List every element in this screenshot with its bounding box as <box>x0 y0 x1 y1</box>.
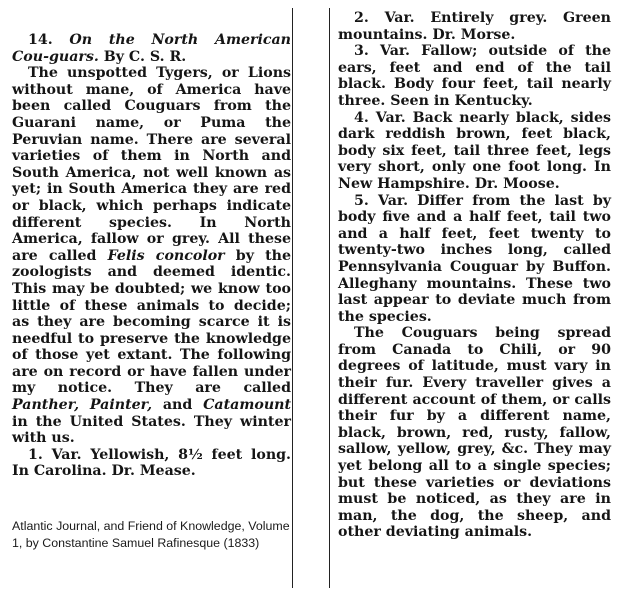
catamount-term: Catamount <box>203 397 292 414</box>
heading-byline: By C. S. R. <box>103 48 187 65</box>
variety-3: 3. Var. Fallow; outside of the ears, feet and end of the tail black. Body four feet, tail nearly three. Seen in Kentucky. <box>338 43 611 109</box>
intro-text-b: by the zoologists and deemed identic. This may be doubted; we know too little of these animals to decide; as they are becoming scarce it is needful to preserve the knowledge of those yet extant. The following are on record or have fallen under my notice. They are called <box>12 247 292 397</box>
variety-2: 2. Var. Entirely grey. Green mountains. Dr. Morse. <box>338 10 611 43</box>
intro-text-c: in the United States. They winter with us. <box>12 413 291 447</box>
column-divider-right <box>329 8 330 588</box>
panther-painter-term: Panther, Painter, <box>12 397 153 414</box>
and-word: and <box>152 397 204 414</box>
intro-paragraph <box>12 65 291 447</box>
column-divider-left <box>292 8 293 588</box>
felis-concolor-term: Felis concolor <box>107 247 225 264</box>
heading-number: 14. <box>28 32 53 48</box>
heading-title: On the North American Cou-guars. <box>12 32 291 65</box>
intro-text-a: The unspotted Tygers, or Lions without mane, of America have been called Couguars from the Guarani name, or Puma the Peruvian name. There are several varieties of them in North and South America, not well known as yet; in South America they are red or black, which perhaps indicate different species. In North America, fallow or grey. All these are called <box>12 65 291 264</box>
closing-paragraph: The Couguars being spread from Canada to Chili, or 90 degrees of latitude, must vary in their fur. Every traveller gives a different account of them, or calls their fur by a different name, black, brown, red, rusty, fallow, sallow, yellow, grey, &c. They may yet belong all to a single species; but these varieties or deviations must be noticed, as they are in man, the dog, the sheep, and other deviating animals. <box>338 325 611 541</box>
variety-4: 4. Var. Back nearly black, sides dark reddish brown, feet black, body six feet, tail three feet, legs very short, only one foot long. In New Hampshire. Dr. Moose. <box>338 109 611 192</box>
article-heading <box>12 32 291 65</box>
right-column <box>338 0 611 541</box>
left-column <box>12 0 291 480</box>
source-caption: Atlantic Journal, and Friend of Knowledge, Volume 1, by Constantine Samuel Rafinesque (1833) <box>12 519 290 550</box>
variety-1: 1. Var. Yellowish, 8½ feet long. In Carolina. Dr. Mease. <box>12 446 291 480</box>
variety-5: 5. Var. Differ from the last by body five and a half feet, tail two and a half feet, feet twenty to twenty-two inches long, called Pennsylvania Couguar by Buffon. Alleghany mountains. These two last appear to deviate much from the species. <box>338 192 611 325</box>
